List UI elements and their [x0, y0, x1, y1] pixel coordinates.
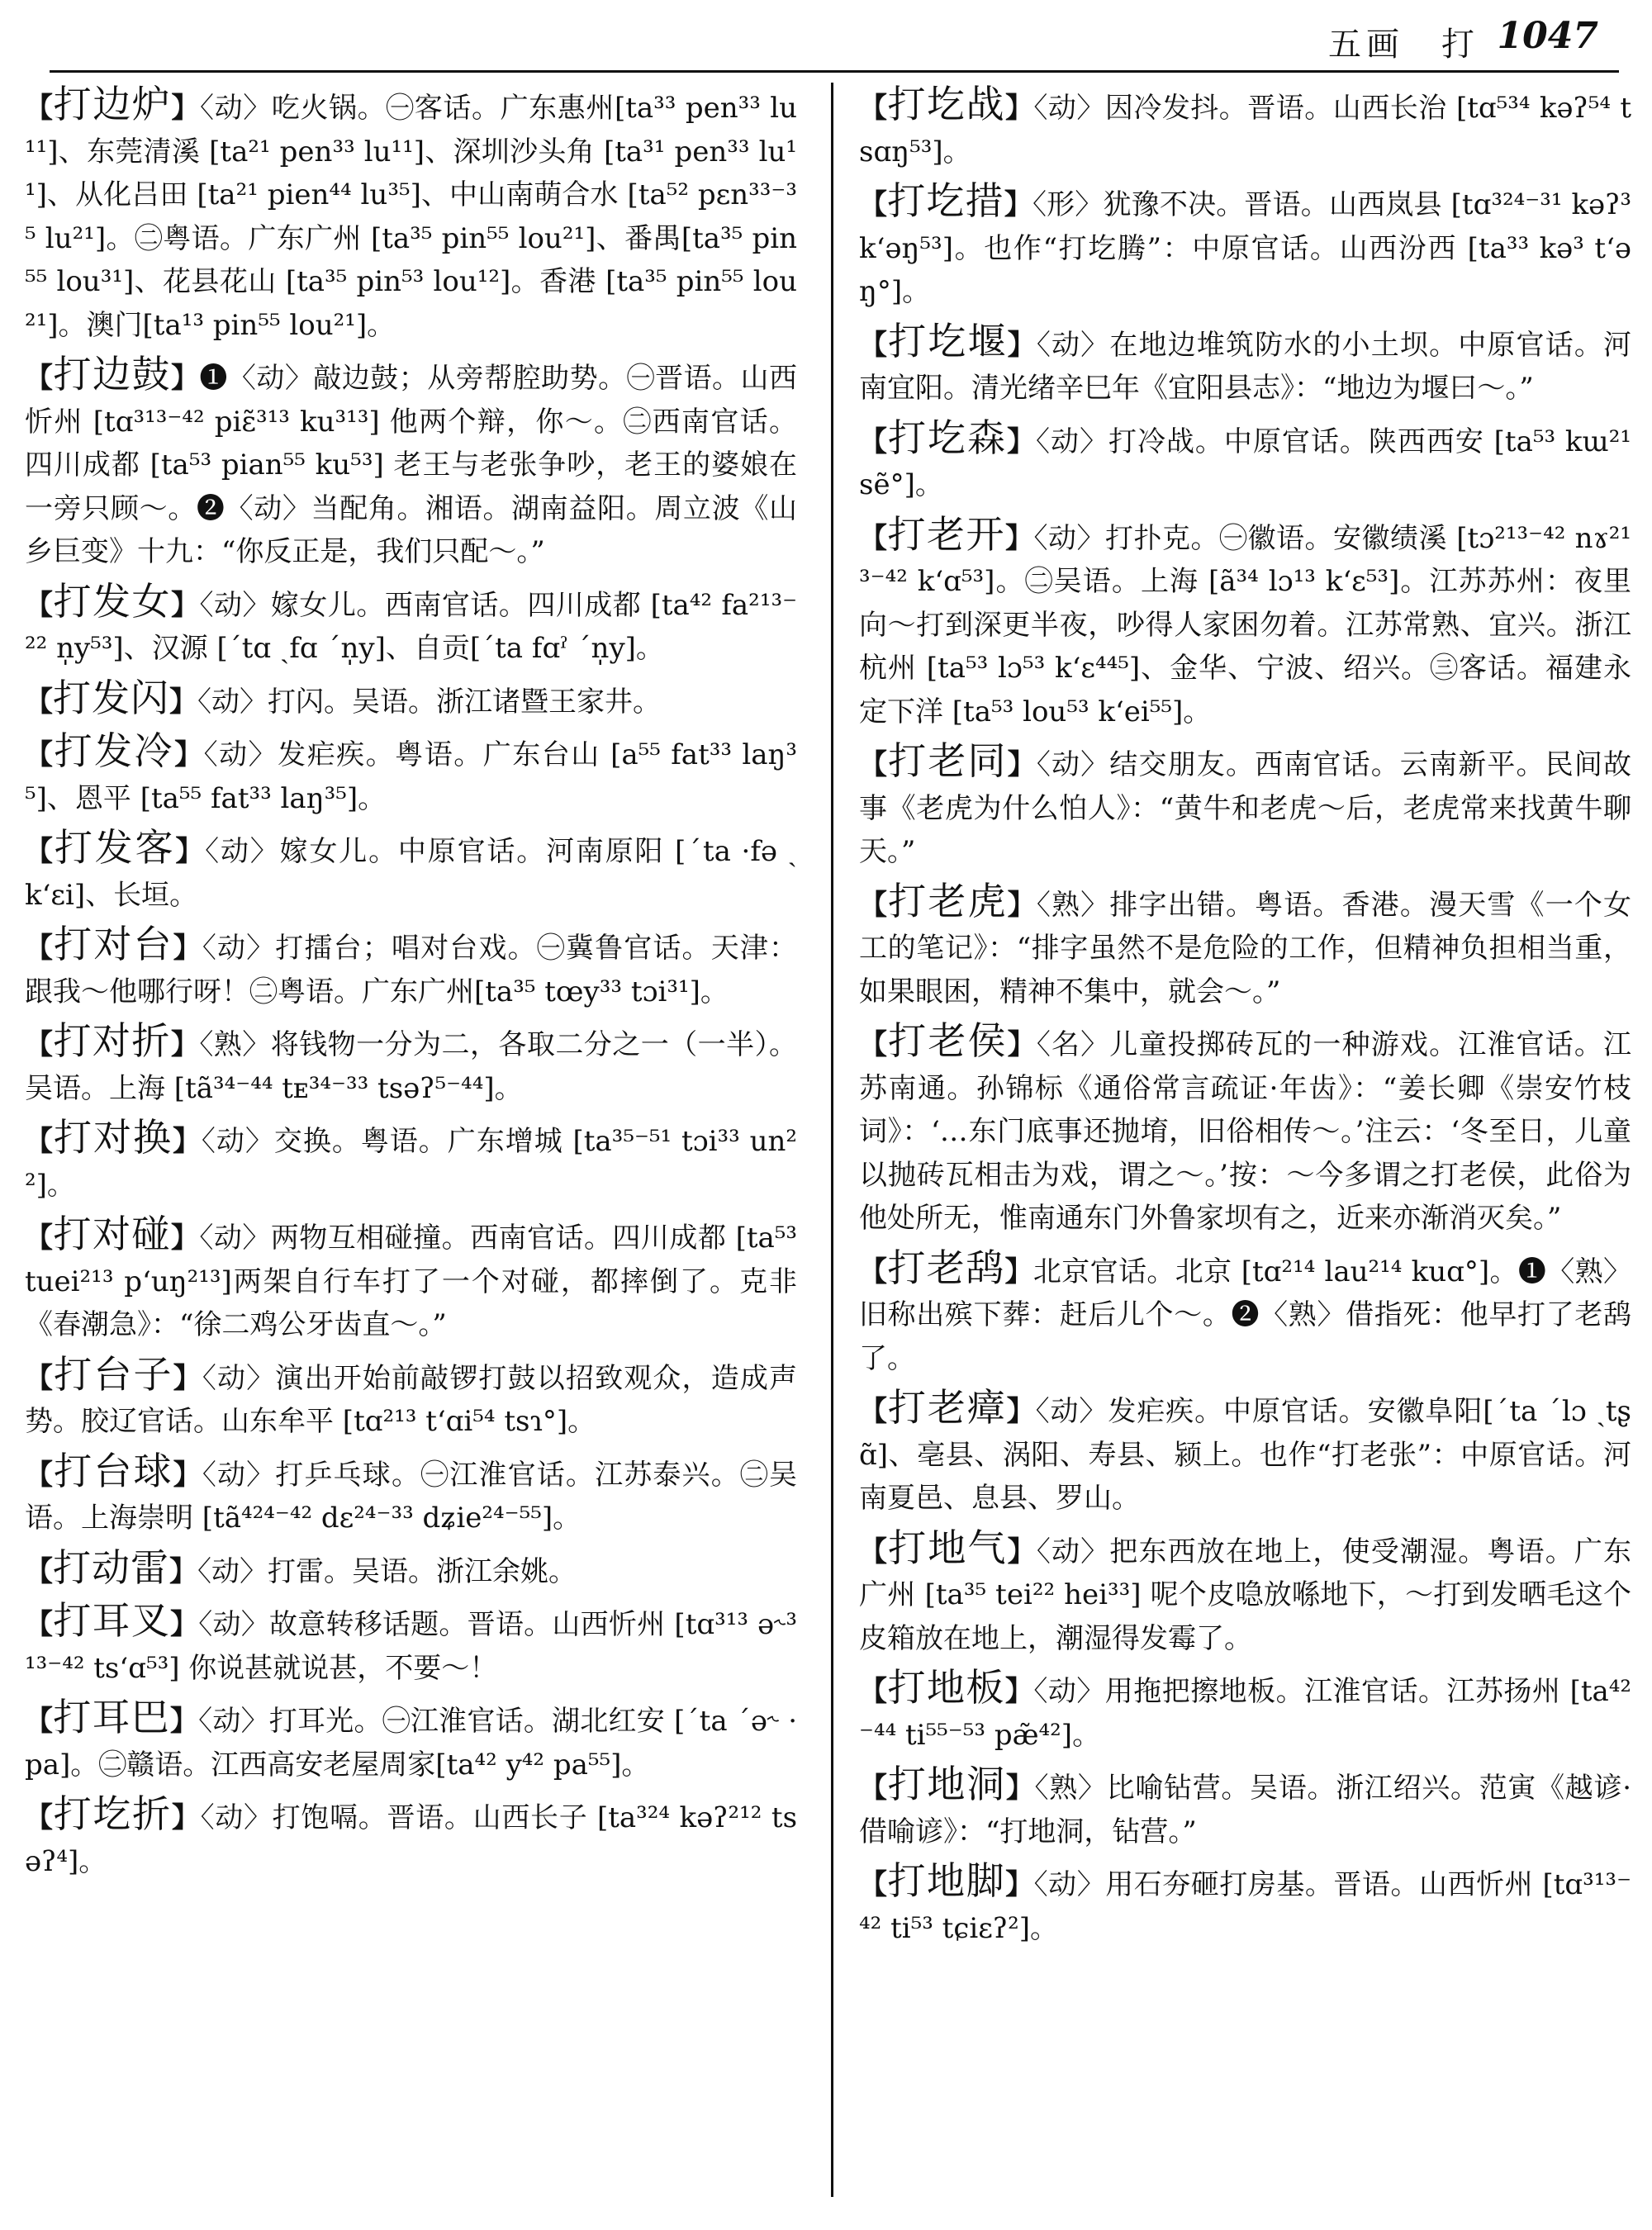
- dictionary-entry: [859, 1763, 1631, 1853]
- entry-definition: 〈动〉把东西放在地上，使受潮湿。粤语。广东广州 [ta³⁵ tei²² hei³³] 呢个皮喼放喺地下，～打到发晒毛这个皮箱放在地上，潮湿得发霉了。: [859, 1535, 1631, 1655]
- headword-close-bracket: 】: [1005, 521, 1034, 555]
- entry-definition: 〈动〉打擂台；唱对台戏。㊀冀鲁官话。天津：跟我～他哪行呀！㊁粤语。广东广州[ta³⁵ tœy³³ tɔi³¹]。: [25, 932, 797, 1008]
- headword-close-bracket: 】: [1004, 1255, 1033, 1288]
- entry-definition: 〈动〉打乒乓球。㊀江淮官话。江苏泰兴。㊁吴语。上海崇明 [tã⁴²⁴⁻⁴² dɛ²⁴⁻³³ dʑie²⁴⁻⁵⁵]。: [25, 1458, 797, 1535]
- entry-definition: 〈动〉嫁女儿。中原官话。河南原阳 [ˊta ·fə ˏk‘ɛi]、长垣。: [25, 835, 797, 912]
- headword-close-bracket: 】: [171, 92, 201, 125]
- entry-definition: 〈动〉嫁女儿。西南官话。四川成都 [ta⁴² fa²¹³⁻²² n̩y⁵³]、汉源 [ˊtɑ ˏfɑ ˊn̩y]、自贡[ˊta fɑˀ ˊn̩y]。: [25, 588, 797, 665]
- headword: 打圪折: [53, 1791, 172, 1836]
- headword-open-bracket: 【: [25, 685, 53, 719]
- headword-open-bracket: 【: [25, 588, 54, 622]
- dictionary-entry: [859, 1526, 1631, 1661]
- headword-open-bracket: 【: [25, 1554, 53, 1588]
- dictionary-entry: [25, 1546, 797, 1594]
- dictionary-entry: [859, 416, 1631, 507]
- dictionary-entry: [25, 729, 797, 820]
- headword-close-bracket: 】: [1007, 748, 1037, 781]
- headword-close-bracket: 】: [170, 588, 200, 622]
- entry-definition: 〈动〉用石夯砸打房基。晋语。山西忻州 [tɑ³¹³⁻⁴² ti⁵³ tɕiɛʔ²]。: [859, 1868, 1631, 1945]
- headword: 打发女: [53, 578, 171, 624]
- entry-definition: 〈动〉结交朋友。西南官话。云南新平。民间故事《老虎为什么怕人》：“黄牛和老虎～后，老虎常来找黄牛聊天。”: [859, 748, 1631, 868]
- entry-definition: ❶〈动〉敲边鼓；从旁帮腔助势。㊀晋语。山西忻州 [tɑ³¹³⁻⁴² piɛ̃³¹³ ku³¹³] 他两个辩，你～。㊁西南官话。四川成都 [ta⁵³ pian⁵⁵ ku⁵³] 老王与老张争吵，老王的婆娘在一旁只顾～。❷〈动〉当配角。湘语。湖南益阳。周立波《山乡巨变》十九：“你反正是，我们只配～。”: [25, 362, 797, 568]
- headword: 打对台: [54, 922, 173, 966]
- headword: 打圪堰: [888, 318, 1008, 363]
- dictionary-entry: [25, 923, 797, 1013]
- headword: 打对换: [53, 1115, 173, 1160]
- headword-open-bracket: 【: [25, 1222, 54, 1255]
- dictionary-entry: [25, 1019, 797, 1110]
- right-column: [859, 83, 1631, 2213]
- dictionary-entry: [859, 513, 1631, 734]
- dictionary-entry: [25, 1353, 797, 1444]
- headword: 打圪战: [887, 83, 1005, 126]
- headword: 打对碰: [53, 1212, 171, 1256]
- headword-close-bracket: 】: [173, 932, 202, 965]
- headword: 打老鸹: [887, 1245, 1005, 1290]
- headword-close-bracket: 】: [173, 1458, 202, 1492]
- headword-close-bracket: 】: [1007, 328, 1037, 362]
- entry-definition: 〈动〉故意转移话题。晋语。山西忻州 [tɑ³¹³ ə˞³¹³⁻⁴² ts‘ɑ⁵³] 你说甚就说甚，不要～！: [25, 1608, 797, 1685]
- headword-open-bracket: 【: [859, 1535, 889, 1568]
- headword-open-bracket: 【: [859, 1028, 889, 1061]
- entry-definition: 〈动〉打雷。吴语。浙江余姚。: [197, 1554, 577, 1588]
- entry-definition: 〈熟〉排字出错。粤语。香港。漫天雪《一个女工的笔记》：“排字虽然不是危险的工作，但精神负担相当重，如果眼困，精神不集中，就会～。”: [859, 888, 1631, 1008]
- entry-definition: 〈动〉打饱嗝。晋语。山西长子 [ta³²⁴ kəʔ²¹² tsəʔ⁴]。: [25, 1801, 797, 1878]
- section-label: 五画: [1328, 26, 1404, 64]
- headword: 打耳叉: [53, 1598, 170, 1643]
- dictionary-entry: [25, 1696, 797, 1786]
- dictionary-entry: [859, 1246, 1631, 1381]
- headword-open-bracket: 【: [859, 1868, 888, 1901]
- headword: 打发客: [54, 825, 176, 870]
- headword-close-bracket: 】: [172, 1125, 202, 1158]
- headword-open-bracket: 【: [25, 738, 55, 771]
- headword-open-bracket: 【: [25, 1801, 54, 1834]
- dictionary-entry: [25, 826, 797, 917]
- dictionary-entry: [25, 1212, 797, 1347]
- entry-definition: 〈动〉用拖把擦地板。江淮官话。江苏扬州 [ta⁴²⁻⁴⁴ ti⁵⁵⁻⁵³ pæ̃⁴²]。: [859, 1675, 1631, 1752]
- headword: 打老开: [887, 511, 1005, 557]
- entry-definition: 北京官话。北京 [tɑ²¹⁴ lau²¹⁴ kuɑ°]。❶〈熟〉旧称出殡下葬：赶后儿个～。❷〈熟〉借指死：他早打了老鸹了。: [859, 1255, 1631, 1375]
- entry-definition: 〈动〉演出开始前敲锣打鼓以招致观众，造成声势。胶辽官话。山东牟平 [tɑ²¹³ t‘ɑi⁵⁴ tsɿ°]。: [25, 1361, 797, 1438]
- headword: 打台子: [54, 1351, 173, 1397]
- entry-definition: 〈形〉犹豫不决。晋语。山西岚县 [tɑ³²⁴⁻³¹ kəʔ³ k‘əŋ⁵³]。也作“打圪腾”：中原官话。山西汾西 [ta³³ kə³ t‘əŋ°]。: [859, 188, 1631, 308]
- page-header: [50, 0, 1619, 73]
- headword-close-bracket: 】: [1007, 888, 1037, 922]
- headword: 打圪森: [888, 415, 1007, 460]
- headword-close-bracket: 】: [1004, 1675, 1034, 1708]
- dictionary-entry: [859, 880, 1631, 1014]
- headword-open-bracket: 【: [25, 1028, 54, 1061]
- headword-open-bracket: 【: [859, 188, 888, 221]
- headword: 打台球: [54, 1448, 173, 1493]
- dictionary-entry: [25, 1792, 797, 1883]
- entry-definition: 〈名〉儿童投掷砖瓦的一种游戏。江淮官话。江苏南通。孙锦标《通俗常言疏证·年齿》：“姜长卿《崇安竹枝词》：‘…东门底事还抛堉，旧俗相传～。’注云：‘冬至日，儿童以抛砖瓦相击为戏，谓之～。’按：～今多谓之打老侯，此俗为他处所无，惟南通东门外鲁家坝有之，近来亦渐消灭矣。”: [859, 1028, 1631, 1235]
- headword-open-bracket: 【: [859, 1675, 888, 1708]
- dictionary-entry: [25, 676, 797, 724]
- headword-close-bracket: 】: [1006, 1395, 1036, 1428]
- headword-close-bracket: 】: [169, 1554, 197, 1588]
- entry-definition: 〈动〉两物互相碰撞。西南官话。四川成都 [ta⁵³ tuei²¹³ p‘uŋ²¹³]两架自行车打了一个对碰，都摔倒了。克非《春潮急》：“徐二鸡公牙齿直～。”: [25, 1222, 797, 1341]
- headword-open-bracket: 【: [859, 748, 889, 781]
- headword-close-bracket: 】: [174, 738, 204, 771]
- entry-definition: 〈动〉打耳光。㊀江淮官话。湖北红安 [ˊta ˊə˞ ·pa]。㊁赣语。江西高安老屋周家[ta⁴² y⁴² pa⁵⁵]。: [25, 1705, 797, 1782]
- headword-open-bracket: 【: [25, 1361, 55, 1395]
- headword: 打地气: [888, 1525, 1008, 1570]
- headword-open-bracket: 【: [25, 1458, 55, 1492]
- headword-close-bracket: 】: [169, 1608, 199, 1641]
- headword: 打边鼓: [53, 352, 171, 396]
- dictionary-entry: [25, 353, 797, 574]
- headword-open-bracket: 【: [25, 1608, 54, 1641]
- entry-definition: 〈动〉发疟疾。粤语。广东台山 [a⁵⁵ fat³³ laŋ³⁵]、恩平 [ta⁵⁵ fat³³ laŋ³⁵]。: [25, 738, 797, 815]
- headword-close-bracket: 】: [170, 1028, 200, 1061]
- headword-open-bracket: 【: [25, 1705, 54, 1738]
- entry-definition: 〈熟〉将钱物一分为二，各取二分之一（一半）。吴语。上海 [tã³⁴⁻⁴⁴ tᴇ³⁴⁻³³ tsəʔ⁵⁻⁴⁴]。: [25, 1028, 797, 1105]
- headword-close-bracket: 】: [1006, 425, 1036, 458]
- headword-close-bracket: 】: [1005, 1868, 1034, 1901]
- dictionary-entry: [25, 580, 797, 671]
- column-divider: [831, 83, 833, 2197]
- dictionary-entry: [25, 1450, 797, 1540]
- headword-close-bracket: 】: [170, 1222, 200, 1255]
- headword: 打耳巴: [53, 1695, 170, 1739]
- page-number: 1047: [1497, 15, 1598, 57]
- headword: 打老虎: [888, 878, 1008, 923]
- entry-definition: 〈熟〉比喻钻营。吴语。浙江绍兴。范寅《越谚·借喻谚》：“打地洞，钻营。”: [859, 1772, 1631, 1848]
- entry-definition: 〈动〉打闪。吴语。浙江诸暨王家井。: [197, 685, 661, 719]
- headword: 打圪措: [887, 178, 1004, 223]
- dictionary-entry: [859, 83, 1631, 173]
- headword: 打老侯: [888, 1018, 1008, 1063]
- headword-close-bracket: 】: [1007, 1535, 1037, 1568]
- entry-definition: 〈动〉吃火锅。㊀客话。广东惠州[ta³³ pen³³ lu¹¹]、东莞清溪 [ta²¹ pen³³ lu¹¹]、深圳沙头角 [ta³¹ pen³³ lu¹¹]、从化吕田 [ta²¹ pien⁴⁴ lu³⁵]、中山南萌合水 [ta⁵² pɛn³³⁻³⁵ lu²¹]。㊁粤语。广东广州 [ta³⁵ pin⁵⁵ lou²¹]、番禺[ta³⁵ pin⁵⁵ lou³¹]、花县花山 [ta³⁵ pin⁵³ lou¹²]。香港 [ta³⁵ pin⁵⁵ lou²¹]。澳门[ta¹³ pin⁵⁵ lou²¹]。: [25, 92, 797, 342]
- dictionary-entry: [859, 1386, 1631, 1521]
- headword-close-bracket: 】: [1004, 92, 1034, 125]
- headword-open-bracket: 【: [859, 888, 889, 922]
- headword-open-bracket: 【: [859, 328, 889, 362]
- headword: 打老同: [888, 738, 1008, 783]
- dictionary-entry: [859, 1019, 1631, 1241]
- headword-close-bracket: 】: [169, 685, 197, 719]
- dictionary-entry: [859, 1859, 1631, 1950]
- headword-open-bracket: 【: [859, 92, 888, 125]
- headword-open-bracket: 【: [25, 835, 55, 868]
- headword-close-bracket: 】: [1007, 1028, 1037, 1061]
- headword-open-bracket: 【: [25, 92, 54, 125]
- headword-open-bracket: 【: [859, 1395, 888, 1428]
- entry-definition: 〈动〉交换。粤语。广东增城 [ta³⁵⁻⁵¹ tɔi³³ un²²]。: [25, 1125, 797, 1202]
- headword-open-bracket: 【: [859, 1255, 888, 1288]
- headword: 打对折: [53, 1018, 171, 1063]
- left-column: [25, 83, 797, 2213]
- headword-close-bracket: 】: [173, 1361, 202, 1395]
- dictionary-entry: [25, 1116, 797, 1207]
- headword-open-bracket: 【: [25, 932, 55, 965]
- headword-close-bracket: 】: [175, 835, 206, 868]
- headword-open-bracket: 【: [25, 362, 54, 395]
- headword-open-bracket: 【: [859, 1772, 888, 1805]
- headword-open-bracket: 【: [25, 1125, 54, 1158]
- headword: 打地板: [887, 1665, 1005, 1710]
- dictionary-entry: [25, 1599, 797, 1690]
- entry-definition: 〈动〉在地边堆筑防水的小土坝。中原官话。河南宜阳。清光绪辛巳年《宜阳县志》：“地边为堰曰～。”: [859, 328, 1631, 405]
- headword: 打动雷: [53, 1544, 169, 1590]
- headword-close-bracket: 】: [170, 362, 200, 395]
- headword-close-bracket: 】: [171, 1801, 201, 1834]
- dictionary-entry: [25, 83, 797, 347]
- dictionary-entry: [859, 1666, 1631, 1757]
- headword: 打地洞: [887, 1762, 1006, 1806]
- headword: 打老瘴: [887, 1385, 1007, 1430]
- index-character: 打: [1441, 26, 1474, 64]
- entry-definition: 〈动〉打扑克。㊀徽语。安徽绩溪 [tɔ²¹³⁻⁴² nɤ²¹³⁻⁴² k‘ɑ⁵³]。㊁吴语。上海 [ã³⁴ lɔ¹³ k‘ɛ⁵³]。江苏苏州：夜里向～打到深更半夜，吵得人家困勿着。江苏常熟、宜兴。浙江杭州 [ta⁵³ lɔ⁵³ k‘ɛ⁴⁴⁵]、金华、宁波、绍兴。㊂客话。福建永定下洋 [ta⁵³ lou⁵³ k‘ei⁵⁵]。: [859, 521, 1631, 728]
- headword: 打边炉: [53, 83, 172, 126]
- entry-definition: 〈动〉打冷战。中原官话。陕西西安 [ta⁵³ kɯ²¹ sẽ°]。: [859, 425, 1631, 501]
- entry-definition: 〈动〉发疟疾。中原官话。安徽阜阳[ˊta ˊlɔ ˏtʂɑ̃]、亳县、涡阳、寿县、颍上。也作“打老张”：中原官话。河南夏邑、息县、罗山。: [859, 1395, 1631, 1515]
- headword-close-bracket: 】: [1004, 188, 1032, 221]
- headword: 打发冷: [54, 728, 175, 773]
- headword-open-bracket: 【: [859, 521, 888, 555]
- headword-open-bracket: 【: [859, 425, 888, 458]
- headword: 打地脚: [887, 1858, 1006, 1903]
- headword: 打发闪: [53, 675, 169, 720]
- dictionary-entry: [859, 179, 1631, 314]
- dictionary-entry: [859, 320, 1631, 410]
- entry-definition: 〈动〉因冷发抖。晋语。山西长治 [tɑ⁵³⁴ kəʔ⁵⁴ tsɑŋ⁵³]。: [859, 92, 1631, 168]
- headword-close-bracket: 】: [1005, 1772, 1035, 1805]
- headword-close-bracket: 】: [169, 1705, 199, 1738]
- dictionary-entry: [859, 739, 1631, 874]
